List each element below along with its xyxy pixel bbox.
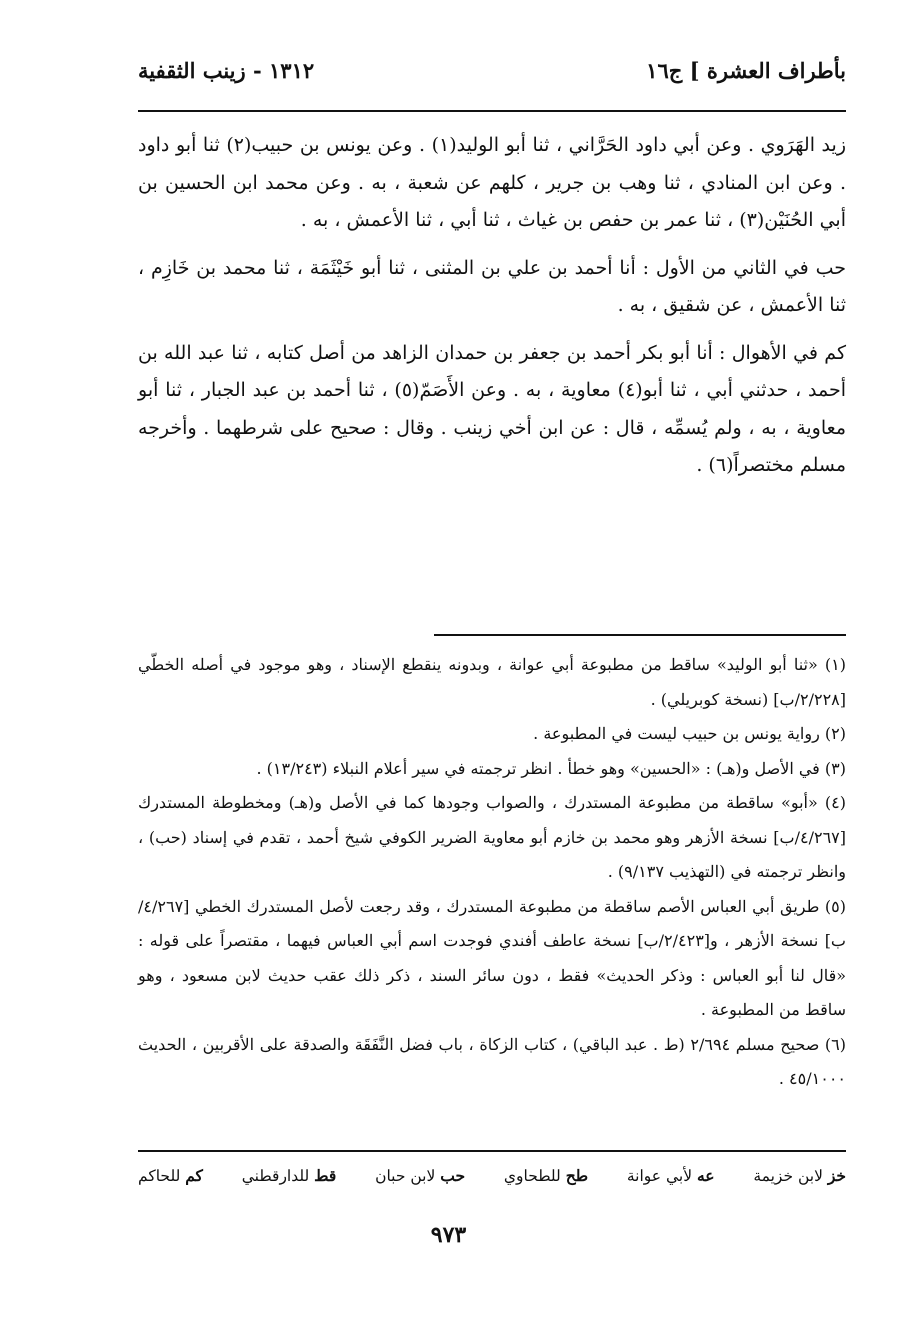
legend-label: لابن حبان <box>375 1167 436 1185</box>
abbreviation-legend <box>138 1166 846 1196</box>
page-number: ٩٧٣ <box>430 1222 467 1248</box>
body-paragraph: زيد الهَرَوي . وعن أبي داود الحَرَّاني ، ثنا أبو الوليد(١) . وعن يونس بن حبيب(٢) ثنا أبو داود . وعن ابن المنادي ، ثنا وهب بن جرير ، كلهم عن شعبة ، به . وعن محمد ابن الحسين بن أبي الحُنَيْن(٣) ، ثنا عمر بن حفص بن غياث ، ثنا أبي ، ثنا الأعمش ، به . <box>138 134 846 231</box>
legend-label: للدارقطني <box>241 1167 310 1185</box>
main-text <box>138 127 846 495</box>
legend-code: عه <box>696 1166 715 1185</box>
legend-item <box>627 1166 715 1196</box>
footnote: (١) «ثنا أبو الوليد» ساقط من مطبوعة أبي عوانة ، وبدونه ينقطع الإسناد ، وهو موجود في أصله الخطّي [٢/٢٢٨/ب] (نسخة كوبريلي) . <box>138 655 846 709</box>
body-paragraph: حب في الثاني من الأول : أنا أحمد بن علي بن المثنى ، ثنا أبو خَيْثَمَة ، ثنا محمد بن خَازِم ، ثنا الأعمش ، عن شقيق ، به . <box>138 256 846 316</box>
legend-item <box>504 1166 588 1196</box>
footnote: (٣) في الأصل و(هـ) : «الحسين» وهو خطأ . انظر ترجمته في سير أعلام النبلاء (١٣/٢٤٣) . <box>256 758 846 778</box>
body-paragraph: كم في الأهوال : أنا أبو بكر أحمد بن جعفر بن حمدان الزاهد من أصل كتابه ، ثنا عبد الله بن أحمد ، حدثني أبي ، ثنا أبو(٤) معاوية ، به . وعن الأَصَمّ(٥) ، ثنا أحمد بن عبد الجبار ، ثنا أبو معاوية ، به ، ولم يُسمِّه ، قال : عن ابن أخي زينب . وقال : صحيح على شرطهما . وأخرجه مسلم مختصراً(٦) . <box>138 341 846 476</box>
header-book-title: بأطراف العشرة ] ج١٦ <box>646 58 846 83</box>
footnote-divider <box>434 634 846 636</box>
header-entry-title: ١٣١٢ - زينب الثقفية <box>138 58 315 83</box>
legend-label: للطحاوي <box>503 1167 561 1185</box>
legend-code: حب <box>440 1166 466 1185</box>
legend-item <box>375 1166 465 1196</box>
footnote: (٢) رواية يونس بن حبيب ليست في المطبوعة . <box>533 724 846 743</box>
footnote: (٦) صحيح مسلم ٢/٦٩٤ (ط . عبد الباقي) ، كتاب الزكاة ، باب فضل النَّفَقَة والصدقة على الأقربين ، الحديث ٤٥/١٠٠٠ . <box>138 1034 847 1088</box>
legend-code: خز <box>827 1166 846 1185</box>
legend-label: لأبي عوانة <box>626 1167 693 1185</box>
footnote: (٤) «أبو» ساقطة من مطبوعة المستدرك ، والصواب وجودها كما في الأصل و(هـ) ومخطوطة المستدرك [٤/٢٦٧/ب] نسخة الأزهر وهو محمد بن خازم أبو معاوية الضرير الكوفي شيخ أحمد ، تقدم في إسناد (حب) ، وانظر ترجمته في (التهذيب ٩/١٣٧) . <box>138 793 846 881</box>
legend-code: طح <box>565 1166 589 1185</box>
legend-divider <box>138 1150 846 1152</box>
running-header <box>138 58 846 94</box>
legend-code: كم <box>185 1166 203 1185</box>
legend-label: للحاكم <box>138 1167 181 1185</box>
header-divider <box>138 110 846 112</box>
footnote: (٥) طريق أبي العباس الأصم ساقطة من مطبوعة المستدرك ، وقد رجعت لأصل المستدرك الخطي [٤/٢٦٧/ب] نسخة الأزهر ، و[٢/٤٢٣/ب] نسخة عاطف أفندي فوجدت اسم أبي العباس فيهما ، مقتصراً على قوله : «قال لنا أبو العباس : وذكر الحديث» فقط ، دون سائر السند ، ذكر ذلك عقب حديث لابن مسعود ، وهو ساقط من المطبوعة . <box>138 896 846 1019</box>
legend-item <box>242 1166 337 1196</box>
footnotes <box>138 648 846 1097</box>
legend-item <box>753 1166 846 1196</box>
legend-code: قط <box>314 1166 337 1185</box>
legend-label: لابن خزيمة <box>753 1167 823 1185</box>
legend-item <box>138 1166 203 1196</box>
